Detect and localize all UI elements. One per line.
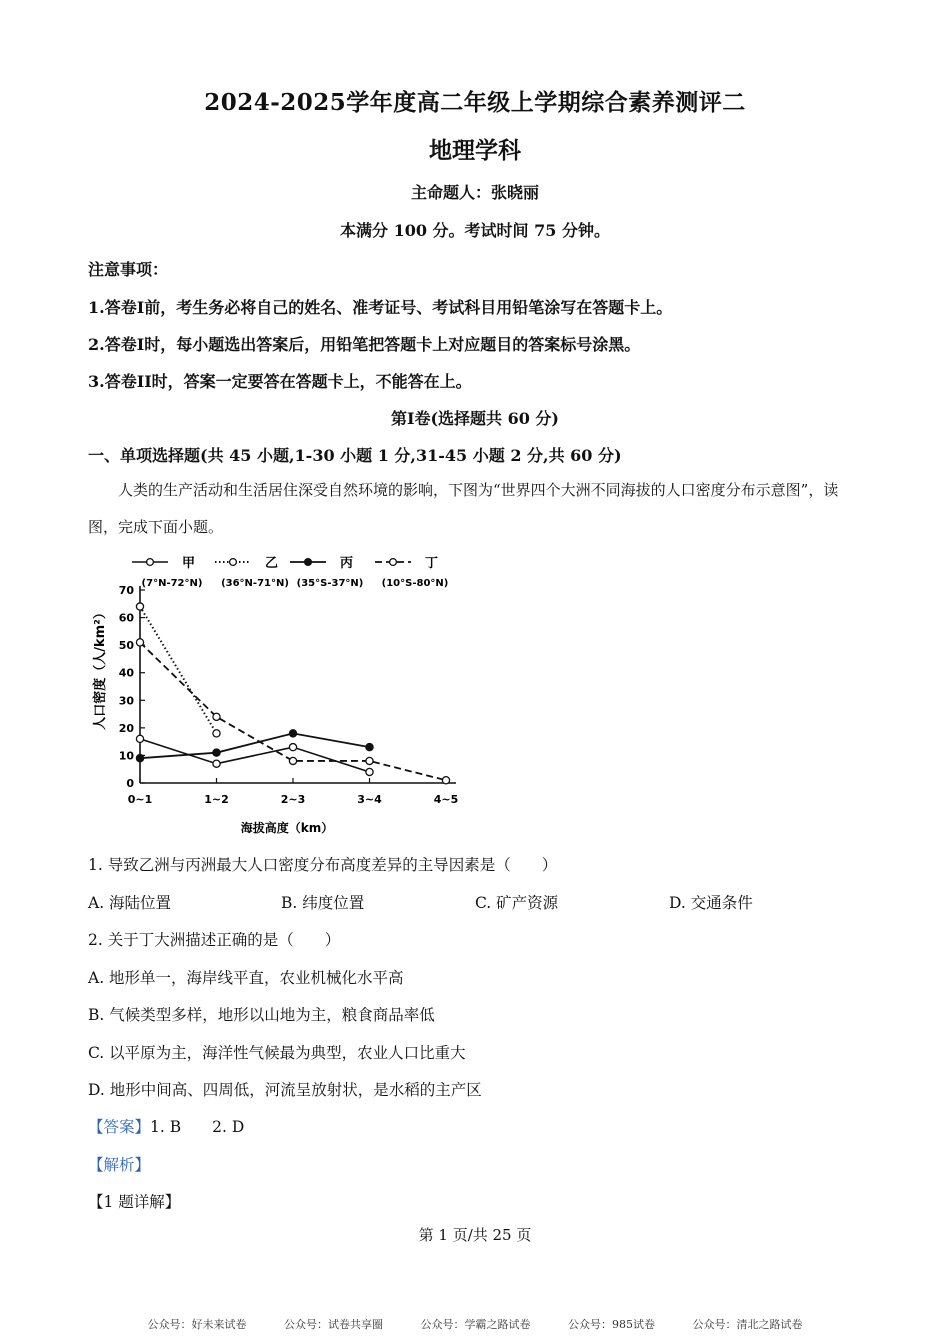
legend-marker-丁 xyxy=(390,559,397,566)
legend-marker-乙 xyxy=(230,559,237,566)
footer-link: 公众号：学霸之路试卷 xyxy=(420,1318,531,1331)
footer-link: 公众号：985试卷 xyxy=(568,1318,655,1331)
data-point-丁 xyxy=(213,713,220,720)
y-tick-label: 40 xyxy=(118,666,134,680)
legend-range: (7°N-72°N) xyxy=(141,578,203,589)
data-point-丙 xyxy=(289,730,296,737)
data-point-甲 xyxy=(289,744,296,751)
data-point-丁 xyxy=(289,757,296,764)
subject-title: 地理学科 xyxy=(429,137,521,164)
data-point-甲 xyxy=(366,768,373,775)
x-tick-label: 1~2 xyxy=(204,793,229,806)
y-axis-label: 人口密度（人/km²） xyxy=(93,606,108,730)
legend-range: (36°N-71°N) xyxy=(221,578,289,589)
question-2-stem: 2. 关于丁大洲描述正确的是（ ） xyxy=(88,931,341,949)
detail-label: 【1 题详解】 xyxy=(88,1193,181,1211)
legend-name: 甲 xyxy=(182,556,196,571)
answer-label: 【答案】 xyxy=(88,1118,151,1136)
y-tick-label: 10 xyxy=(118,749,134,763)
q1-option-a: A. 海陆位置 xyxy=(88,894,172,912)
q2-option-b: B. 气候类型多样，地形以山地为主，粮食商品率低 xyxy=(88,1006,435,1024)
x-tick-label: 2~3 xyxy=(280,793,306,806)
y-tick-label: 30 xyxy=(118,694,134,708)
y-tick-label: 50 xyxy=(118,639,134,653)
chart-legend xyxy=(132,556,448,589)
data-point-乙 xyxy=(213,730,220,737)
author-line: 主命题人：张晓丽 xyxy=(410,183,539,202)
chart-marks xyxy=(136,603,449,784)
q2-option-d: D. 地形中间高、四周低，河流呈放射状，是水稻的主产区 xyxy=(88,1081,482,1099)
q2-option-a: A. 地形单一，海岸线平直，农业机械化水平高 xyxy=(88,969,404,987)
x-tick-label: 4~5 xyxy=(433,793,459,806)
y-tick-label: 70 xyxy=(118,584,134,597)
legend-name: 乙 xyxy=(265,556,279,571)
series-line-丙 xyxy=(140,733,370,758)
note-item: 1.答卷I前，考生务必将自己的姓名、准考证号、考试科目用铅笔涂写在答题卡上。 xyxy=(88,298,673,317)
data-point-丁 xyxy=(442,777,449,784)
series-line-乙 xyxy=(140,607,217,734)
answer-line xyxy=(88,1115,244,1137)
section-heading: 一、单项选择题(共 45 小题,1-30 小题 1 分,31-45 小题 2 分,共 60 分) xyxy=(88,446,622,465)
data-point-丁 xyxy=(366,757,373,764)
answer-text: 1. B 2. D xyxy=(150,1118,245,1136)
population-density-chart xyxy=(90,548,510,840)
y-tick-label: 20 xyxy=(118,721,134,735)
data-point-甲 xyxy=(213,760,220,767)
score-time-line: 本满分 100 分。考试时间 75 分钟。 xyxy=(340,221,610,240)
x-axis-label: 海拔高度（km） xyxy=(240,821,334,835)
q1-option-c: C. 矿产资源 xyxy=(475,894,559,912)
analysis-label: 【解析】 xyxy=(88,1156,151,1174)
footer-link: 公众号：好未来试卷 xyxy=(147,1318,247,1331)
data-point-丁 xyxy=(136,639,143,646)
q2-option-c: C. 以平原为主，海洋性气候最为典型，农业人口比重大 xyxy=(88,1044,466,1062)
legend-marker-甲 xyxy=(147,559,154,566)
part-title: 第I卷(选择题共 60 分) xyxy=(390,409,560,428)
legend-name: 丁 xyxy=(425,556,439,571)
footer-link: 公众号：清北之路试卷 xyxy=(692,1318,803,1331)
data-point-丙 xyxy=(213,749,220,756)
footer-links xyxy=(0,1316,950,1332)
notes-heading: 注意事项： xyxy=(88,260,169,279)
page-number: 第 1 页/共 25 页 xyxy=(418,1226,532,1244)
q1-option-b: B. 纬度位置 xyxy=(281,894,365,912)
legend-name: 丙 xyxy=(340,556,354,571)
y-tick-label: 60 xyxy=(118,611,134,625)
question-1-stem: 1. 导致乙洲与丙洲最大人口密度分布高度差异的主导因素是（ ） xyxy=(88,856,558,874)
legend-range: (35°S-37°N) xyxy=(296,578,364,589)
q1-option-d: D. 交通条件 xyxy=(669,894,753,912)
data-point-乙 xyxy=(136,603,143,610)
legend-marker-丙 xyxy=(305,559,312,566)
legend-range: (10°S-80°N) xyxy=(381,578,449,589)
footer-link: 公众号：试卷共享圈 xyxy=(284,1318,383,1331)
x-tick-label: 3~4 xyxy=(357,793,382,806)
x-tick-label: 0~1 xyxy=(127,793,153,806)
chart-axes xyxy=(119,584,459,806)
y-tick-label: 0 xyxy=(126,777,134,790)
data-point-丙 xyxy=(136,755,143,762)
note-item: 3.答卷II时，答案一定要答在答题卡上，不能答在上。 xyxy=(88,372,472,391)
data-point-甲 xyxy=(136,735,143,742)
data-point-丙 xyxy=(366,744,373,751)
exam-title: 2024-2025学年度高二年级上学期综合素养测评二 xyxy=(204,89,746,116)
intro-paragraph: 人类的生产活动和生活居住深受自然环境的影响，下图为“世界四个大洲不同海拔的人口密度分布示意图”，读图，完成下面小题。 xyxy=(88,481,839,536)
note-item: 2.答卷I时，每小题选出答案后，用铅笔把答题卡上对应题目的答案标号涂黑。 xyxy=(88,335,641,354)
